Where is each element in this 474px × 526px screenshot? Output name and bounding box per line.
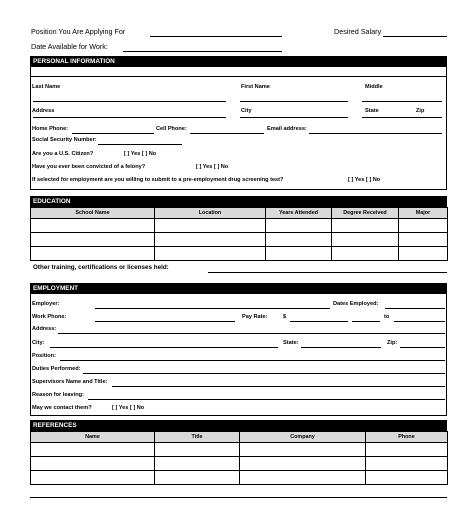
employment-zip-label: Zip:: [387, 340, 398, 346]
drug-test-question: If selected for employment are you willing to submit to a pre-employment drug screening test?: [32, 177, 284, 183]
supervisor-label: Supervisors Name and Title:: [32, 379, 108, 385]
col-ref-name: Name: [31, 432, 155, 443]
middle-field[interactable]: [362, 101, 442, 102]
cell-phone-field[interactable]: [190, 133, 264, 134]
col-ref-phone: Phone: [366, 432, 448, 443]
table-row: [31, 233, 448, 247]
dates-employed-label: Dates Employed:: [333, 301, 379, 307]
reason-leaving-label: Reason for leaving:: [32, 392, 84, 398]
position-held-field[interactable]: [60, 360, 445, 361]
references-table: [30, 431, 448, 485]
employment-address-field[interactable]: [58, 333, 445, 334]
ssn-field[interactable]: [98, 144, 182, 145]
name-top-line: [31, 76, 446, 77]
pay-rate-label: Pay Rate:: [242, 314, 268, 320]
col-degree-received: Degree Received: [332, 208, 399, 219]
drug-test-options[interactable]: [ ] Yes [ ] No: [348, 177, 381, 183]
table-row: [31, 247, 448, 261]
table-row: [31, 457, 448, 471]
middle-label: Middle: [365, 84, 383, 90]
address-field[interactable]: [33, 117, 226, 118]
date-available-label: Date Available for Work:: [31, 42, 108, 51]
to-label: to: [384, 314, 390, 320]
col-years-attended: Years Attended: [266, 208, 332, 219]
employment-zip-field[interactable]: [400, 347, 445, 348]
education-header: EDUCATION: [30, 196, 447, 207]
other-training-field[interactable]: [208, 272, 447, 273]
bottom-rule: [30, 497, 447, 498]
work-phone-field[interactable]: [95, 321, 235, 322]
felony-question: Have you ever been convicted of a felony?: [32, 164, 146, 170]
home-phone-label: Home Phone:: [32, 126, 69, 132]
date-available-field[interactable]: [123, 51, 282, 52]
employer-field[interactable]: [95, 308, 330, 309]
citizen-options[interactable]: [ ] Yes [ ] No: [124, 151, 157, 157]
salary-label: Desired Salary: [334, 27, 382, 36]
email-field[interactable]: [309, 133, 442, 134]
table-row: [31, 219, 448, 233]
city-field[interactable]: [240, 117, 348, 118]
duties-label: Duties Performed:: [32, 366, 81, 372]
employment-section: [30, 283, 447, 416]
home-phone-field[interactable]: [72, 133, 154, 134]
dates-to-field[interactable]: [394, 321, 445, 322]
address-label: Address: [32, 108, 55, 114]
cell-phone-label: Cell Phone:: [156, 126, 187, 132]
salary-field[interactable]: [383, 36, 447, 37]
felony-options[interactable]: [ ] Yes [ ] No: [196, 164, 229, 170]
ssn-label: Social Security Number:: [32, 137, 97, 143]
employment-header: EMPLOYMENT: [30, 283, 447, 294]
table-row: [31, 471, 448, 485]
employment-state-field[interactable]: [301, 347, 381, 348]
table-row: [31, 443, 448, 457]
city-label: City: [241, 108, 252, 114]
personal-info-header: PERSONAL INFORMATION: [30, 56, 447, 67]
work-phone-label: Work Phone:: [32, 314, 67, 320]
employment-address-label: Address:: [32, 326, 57, 332]
supervisor-field[interactable]: [112, 386, 445, 387]
employment-city-field[interactable]: [50, 347, 278, 348]
position-field[interactable]: [150, 36, 282, 37]
email-label: Email address:: [267, 126, 307, 132]
education-table: [30, 207, 448, 261]
state-zip-field[interactable]: [362, 117, 442, 118]
last-name-label: Last Name: [32, 84, 61, 90]
employment-city-label: City:: [32, 340, 45, 346]
citizen-question: Are you a U.S. Citizen?: [32, 151, 94, 157]
contact-options[interactable]: [ ] Yes [ ] No: [112, 405, 145, 411]
position-held-label: Position:: [32, 353, 56, 359]
col-major: Major: [399, 208, 448, 219]
other-training-label: Other training, certifications or licenses held:: [33, 264, 169, 271]
pay-rate-field[interactable]: [290, 321, 348, 322]
duties-field[interactable]: [83, 373, 445, 374]
employment-state-label: State:: [283, 340, 299, 346]
employer-label: Employer:: [32, 301, 60, 307]
col-ref-company: Company: [240, 432, 366, 443]
zip-label: Zip: [416, 108, 425, 114]
col-ref-title: Title: [155, 432, 240, 443]
dollar-sign: $: [283, 314, 287, 320]
first-name-field[interactable]: [240, 101, 348, 102]
reason-leaving-field[interactable]: [88, 399, 445, 400]
col-location: Location: [155, 208, 266, 219]
col-school-name: School Name: [31, 208, 155, 219]
first-name-label: First Name: [241, 84, 270, 90]
state-label: State: [365, 108, 379, 114]
dates-from-field[interactable]: [352, 321, 380, 322]
contact-question: May we contact them?: [32, 405, 92, 411]
position-label: Position You Are Applying For: [31, 27, 126, 36]
last-name-field[interactable]: [33, 101, 226, 102]
dates-employed-field[interactable]: [385, 308, 445, 309]
references-header: REFERENCES: [30, 420, 447, 431]
